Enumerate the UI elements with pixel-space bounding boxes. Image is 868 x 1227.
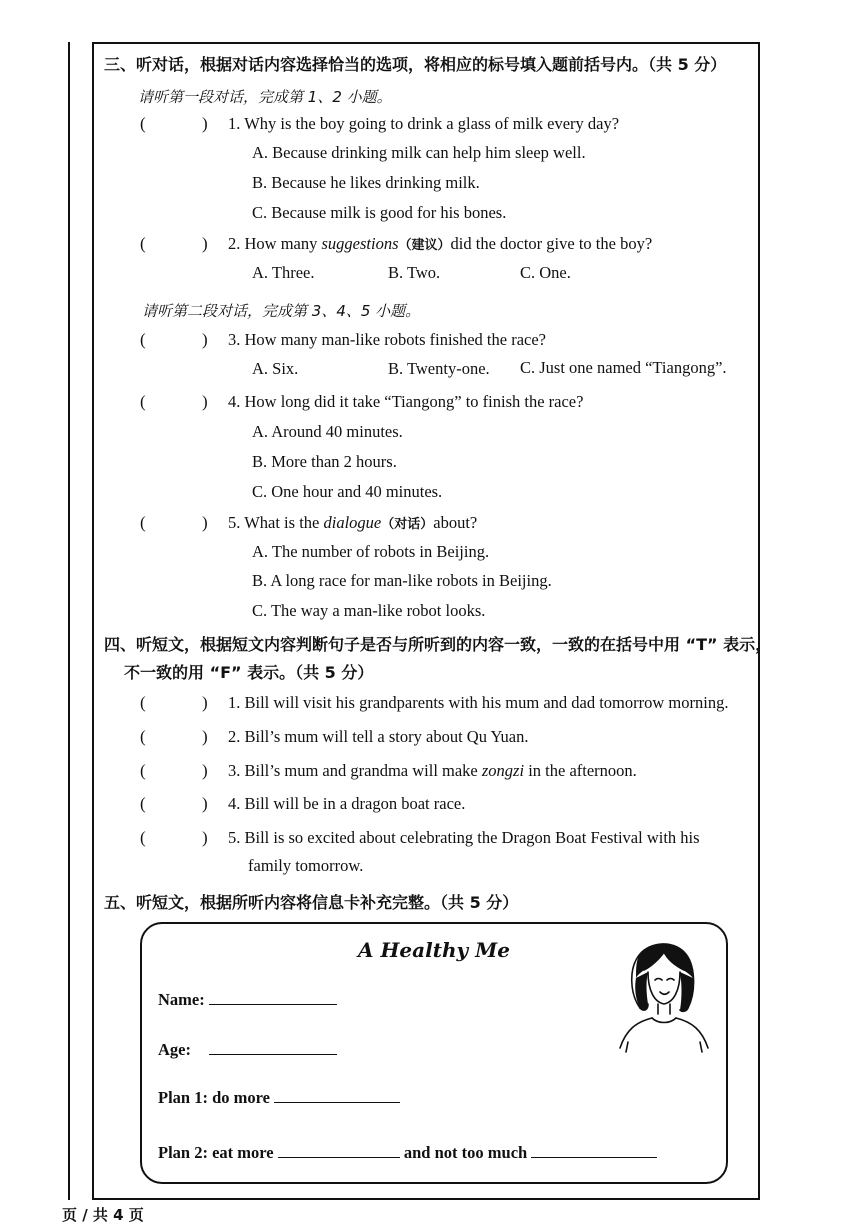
answer-bracket-close: ) [202, 693, 208, 712]
option-b: B. A long race for man-like robots in Beijing. [252, 571, 552, 590]
question-number: 2. [228, 234, 241, 253]
plan2-row [158, 1143, 657, 1163]
chinese-gloss: （建议） [398, 238, 451, 253]
question-text-pre: How many [244, 234, 318, 253]
question-text: Why is the boy going to drink a glass of milk every day? [244, 114, 620, 133]
option-b: B. More than 2 hours. [252, 452, 397, 471]
keyword: suggestions [321, 234, 399, 253]
section3-heading: 三、听对话，根据对话内容选择恰当的选项，将相应的标号填入题前括号内。（共 5 分） [104, 55, 727, 74]
answer-bracket-close: ) [202, 794, 208, 813]
statement-number: 3. [228, 761, 241, 780]
question-text-pre: What is the [244, 513, 320, 532]
statement-4-3 [228, 761, 637, 781]
statement-4-1 [228, 693, 728, 713]
statement-text: Bill will visit his grandparents with his mum and dad tomorrow morning. [244, 693, 729, 712]
statement-4-4 [228, 794, 465, 814]
age-label: Age: [158, 1040, 191, 1059]
question-number: 1. [228, 114, 241, 133]
keyword: dialogue [323, 513, 382, 532]
statement-text: Bill will be in a dragon boat race. [244, 794, 466, 813]
statement-number: 2. [228, 727, 241, 746]
option-a: A. Three. [252, 263, 315, 282]
statement-text: Bill’s mum will tell a story about Qu Yuan. [244, 727, 529, 746]
info-card [140, 922, 728, 1184]
question-3-1 [228, 114, 619, 134]
section5-heading: 五、听短文，根据所听内容将信息卡补充完整。（共 5 分） [104, 893, 519, 912]
answer-bracket-open: ( [140, 392, 146, 411]
question-number: 4. [228, 392, 241, 411]
question-3-5 [228, 513, 477, 533]
answer-bracket-close: ) [202, 234, 208, 253]
question-3-4 [228, 392, 583, 412]
statement-4-5-continued: family tomorrow. [248, 856, 364, 875]
page-footer: 页 / 共 4 页 [62, 1206, 144, 1224]
question-3-2 [228, 234, 652, 254]
plan1-blank[interactable] [274, 1088, 400, 1103]
answer-bracket-open: ( [140, 727, 146, 746]
answer-bracket-close: ) [202, 727, 208, 746]
section4-heading-line1: 四、听短文，根据短文内容判断句子是否与所听到的内容一致，一致的在括号中用 “T” 表示， [104, 635, 772, 654]
section4-heading-line2: 不一致的用 “F” 表示。（共 5 分） [124, 663, 374, 682]
chinese-gloss: （对话） [381, 517, 434, 532]
plan1-label: Plan 1: do more [158, 1088, 270, 1107]
plan2-label: Plan 2: eat more [158, 1143, 274, 1162]
keyword: zongzi [481, 761, 525, 780]
age-blank[interactable] [209, 1040, 337, 1055]
answer-bracket-open: ( [140, 513, 146, 532]
option-c: C. One. [520, 263, 571, 282]
option-a: A. Six. [252, 359, 299, 378]
plan1-row [158, 1088, 400, 1108]
answer-bracket-close: ) [202, 330, 208, 349]
option-b: B. Twenty-one. [388, 359, 490, 378]
answer-bracket-open: ( [140, 330, 146, 349]
question-text-post: about? [433, 513, 478, 532]
option-c: C. The way a man-like robot looks. [252, 601, 486, 620]
question-3-3 [228, 330, 546, 350]
girl-illustration [606, 934, 718, 1058]
left-margin-line [68, 42, 70, 1200]
question-text: How many man-like robots finished the race? [244, 330, 546, 349]
option-c: C. Just one named “Tiangong”. [520, 358, 727, 377]
name-blank[interactable] [209, 990, 337, 1005]
plan2-mid-text: and not too much [403, 1143, 528, 1162]
plan2-blank-2[interactable] [531, 1143, 657, 1158]
statement-number: 5. [228, 828, 241, 847]
statement-4-5 [228, 828, 700, 848]
question-text: How long did it take “Tiangong” to finish the race? [244, 392, 584, 411]
option-b: B. Because he likes drinking milk. [252, 173, 480, 192]
name-row [158, 990, 337, 1010]
plan2-blank-1[interactable] [278, 1143, 400, 1158]
option-b: B. Two. [388, 263, 441, 282]
statement-number: 1. [228, 693, 241, 712]
option-a: A. Around 40 minutes. [252, 422, 403, 441]
answer-bracket-open: ( [140, 794, 146, 813]
answer-bracket-close: ) [202, 114, 208, 133]
answer-bracket-open: ( [140, 234, 146, 253]
answer-bracket-close: ) [202, 513, 208, 532]
answer-bracket-close: ) [202, 761, 208, 780]
question-number: 3. [228, 330, 241, 349]
answer-bracket-open: ( [140, 693, 146, 712]
section3-instruction-2: 请听第二段对话，完成第 3、4、5 小题。 [142, 302, 421, 320]
statement-text: Bill is so excited about celebrating the Dragon Boat Festival with his [244, 828, 700, 847]
name-label: Name: [158, 990, 205, 1009]
statement-text-post: in the afternoon. [528, 761, 637, 780]
statement-number: 4. [228, 794, 241, 813]
answer-bracket-open: ( [140, 828, 146, 847]
statement-text-pre: Bill’s mum and grandma will make [244, 761, 478, 780]
answer-bracket-open: ( [140, 761, 146, 780]
option-c: C. One hour and 40 minutes. [252, 482, 443, 501]
question-text-post: did the doctor give to the boy? [450, 234, 653, 253]
answer-bracket-close: ) [202, 392, 208, 411]
age-row [158, 1040, 337, 1060]
question-number: 5. [228, 513, 241, 532]
section3-instruction-1: 请听第一段对话，完成第 1、2 小题。 [138, 88, 392, 106]
option-c: C. Because milk is good for his bones. [252, 203, 507, 222]
option-a: A. The number of robots in Beijing. [252, 542, 490, 561]
option-a: A. Because drinking milk can help him sleep well. [252, 143, 586, 162]
answer-bracket-close: ) [202, 828, 208, 847]
card-title: A Healthy Me [358, 938, 510, 962]
statement-4-2 [228, 727, 529, 747]
answer-bracket-open: ( [140, 114, 146, 133]
